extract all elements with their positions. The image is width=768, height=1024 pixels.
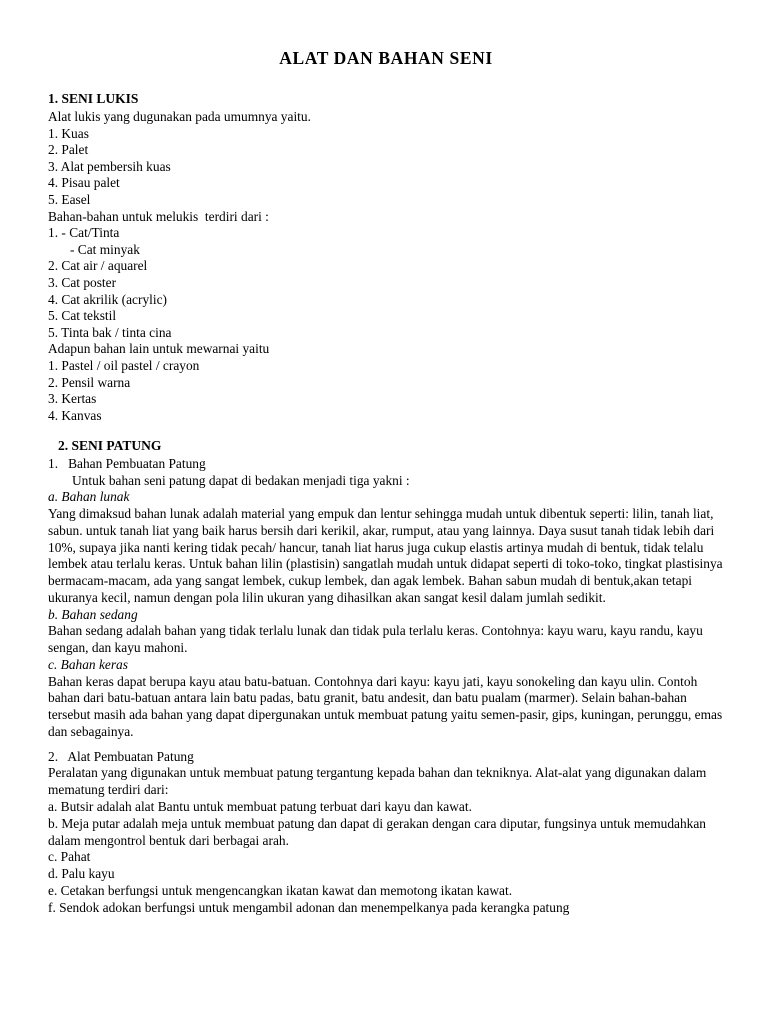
list-item: 2. Pensil warna bbox=[48, 374, 131, 390]
list-item: e. Cetakan berfungsi untuk mengencangkan ikatan kawat dan memotong ikatan kawat. bbox=[48, 882, 513, 898]
subsection-1-lead: Untuk bahan seni patung dapat di bedakan menjadi tiga yakni : bbox=[72, 472, 410, 488]
list-item: 2. Cat air / aquarel bbox=[48, 258, 148, 274]
list-item: 4. Pisau palet bbox=[48, 175, 120, 191]
section-1-intro: Alat lukis yang dugunakan pada umumnya yaitu. bbox=[48, 109, 311, 124]
section-1-materials-intro: Bahan-bahan untuk melukis terdiri dari : bbox=[48, 208, 269, 224]
list-item: 5. Tinta bak / tinta cina bbox=[48, 324, 172, 340]
material-body-sedang: Bahan sedang adalah bahan yang tidak terlalu lunak dan tidak pula terlalu keras. Contohnya: kayu waru, kayu randu, kayu sengan, dan kayu mahoni. bbox=[48, 623, 703, 656]
list-item: c. Pahat bbox=[48, 849, 91, 865]
list-item: b. Meja putar adalah meja untuk membuat patung dan dapat di gerakan dengan cara diputar, fungsinya untuk memudahkan dalam mengontrol bentuk dari berbagai arah. bbox=[48, 815, 706, 848]
subsection-2-lead: Peralatan yang digunakan untuk membuat patung tergantung kepada bahan dan tekniknya. Alat-alat yang digunakan dalam mematung terdiri dari: bbox=[48, 765, 707, 798]
section-seni-patung bbox=[48, 438, 724, 916]
list-item: 4. Kanvas bbox=[48, 407, 102, 423]
section-seni-lukis bbox=[48, 91, 724, 424]
list-item: 5. Cat tekstil bbox=[48, 308, 117, 324]
list-item: a. Butsir adalah alat Bantu untuk membuat patung terbuat dari kayu dan kawat. bbox=[48, 799, 472, 814]
section-2-heading: 2. SENI PATUNG bbox=[58, 438, 162, 454]
list-item: 1. Kuas bbox=[48, 125, 89, 141]
section-1-coloring-intro: Adapun bahan lain untuk mewarnai yaitu bbox=[48, 341, 270, 357]
material-label-lunak: a. Bahan lunak bbox=[48, 489, 130, 505]
page-title: ALAT DAN BAHAN SENI bbox=[279, 48, 493, 68]
material-body-lunak: Yang dimaksud bahan lunak adalah material yang empuk dan lentur sehingga mudah untuk dibentuk seperti: lilin, tanah liat, sabun. untuk tanah liat yang baik harus bersih dari kerikil, akar, rumput, atau yang lainnya. Daya susut tanah tidak lebih dari 10%, supaya jika nanti kering tidak pecah/ hancur, tanah liat harus juga cukup elastis artinya mudah di bentuk, tidak telalu lembek atau terlalu keras. Untuk bahan lilin (plastisin) sangatlah mudah untuk didapat seperti di toko-toko, tingkat plastisinya bermacam-macam, ada yang sangat lembek, cukup lembek, dan agak lembek. Bahan sabun mudah di bentuk,akan tetapi ukuranya kecil, namun dengan pola lilin ukuran yang dihasilkan akan sangat kesil dalam jumlah sedikit. bbox=[48, 506, 723, 606]
list-item: f. Sendok adokan berfungsi untuk mengambil adonan dan menempelkanya pada kerangka patung bbox=[48, 899, 570, 915]
section-1-heading: 1. SENI LUKIS bbox=[48, 91, 139, 106]
subsection-2-number: 2. Alat Pembuatan Patung bbox=[48, 748, 194, 764]
list-item: 1. - Cat/Tinta bbox=[48, 225, 120, 241]
list-item: d. Palu kayu bbox=[48, 866, 115, 882]
list-item: 1. Pastel / oil pastel / crayon bbox=[48, 357, 200, 373]
list-item: 3. Alat pembersih kuas bbox=[48, 158, 171, 174]
material-label-sedang: b. Bahan sedang bbox=[48, 606, 138, 622]
list-item: - Cat minyak bbox=[70, 241, 140, 257]
list-item: 3. Kertas bbox=[48, 391, 97, 407]
subsection-1-number: 1. Bahan Pembuatan Patung bbox=[48, 456, 206, 472]
list-item: 4. Cat akrilik (acrylic) bbox=[48, 291, 167, 307]
material-body-keras: Bahan keras dapat berupa kayu atau batu-batuan. Contohnya dari kayu: kayu jati, kayu sonokeling dan kayu ulin. Contoh bahan dari batu-batuan antara lain batu padas, batu granit, batu andesit, dan batu pualam (marmer). Selain bahan-bahan tersebut masih ada bahan yang dapat dipergunakan untuk membuat patung yaitu semen-pasir, gips, kuningan, perunggu, emas dan sebagainya. bbox=[48, 673, 723, 740]
material-label-keras: c. Bahan keras bbox=[48, 657, 128, 673]
list-item: 5. Easel bbox=[48, 191, 91, 207]
list-item: 3. Cat poster bbox=[48, 274, 117, 290]
list-item: 2. Palet bbox=[48, 142, 89, 158]
